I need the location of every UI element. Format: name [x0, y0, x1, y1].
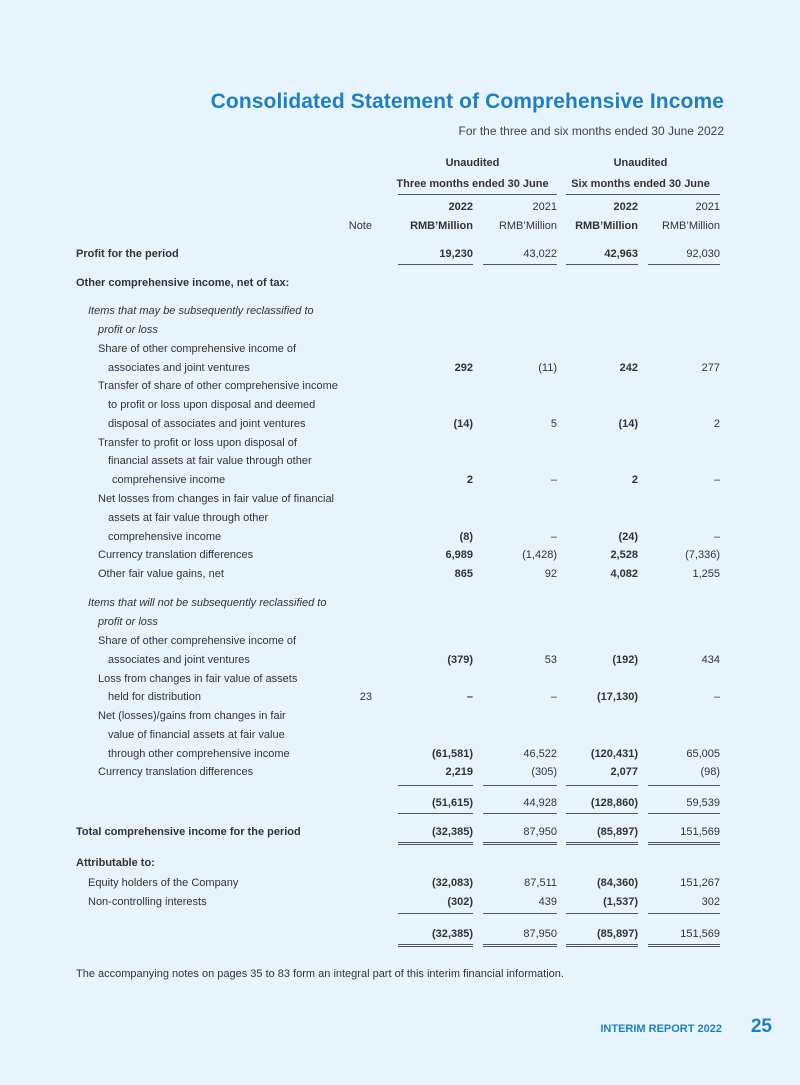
table-row: [0, 896, 800, 914]
table-row: [0, 343, 800, 361]
table-row: [0, 493, 800, 511]
double-rule: [483, 842, 557, 845]
row-label: comprehensive income: [112, 474, 226, 486]
row-label: value of financial assets at fair value: [108, 729, 285, 741]
row-value: 59,539: [686, 797, 720, 809]
unaudited-label-three-months: Unaudited: [445, 157, 500, 169]
row-label: comprehensive income: [108, 531, 222, 543]
row-value: (1,428): [522, 549, 557, 561]
row-label: Other comprehensive income, net of tax:: [76, 277, 290, 289]
row-value: 302: [701, 896, 720, 908]
row-label: Items that will not be subsequently reclassified to: [88, 597, 327, 609]
single-rule: [566, 785, 638, 786]
unit-header-2: RMB’Million: [498, 220, 557, 232]
double-rule: [398, 944, 473, 947]
table-row: [0, 673, 800, 691]
period-three-months: Three months ended 30 June: [396, 178, 549, 190]
row-value: 87,511: [524, 877, 557, 889]
table-row: [0, 512, 800, 530]
unit-header-4: RMB’Million: [661, 220, 720, 232]
table-row: [0, 380, 800, 398]
single-rule: [398, 785, 473, 786]
row-value: (302): [447, 896, 473, 908]
table-row: [0, 362, 800, 380]
row-value: 53: [544, 654, 557, 666]
row-value: 4,082: [610, 568, 638, 580]
single-rule: [398, 264, 473, 265]
row-label: assets at fair value through other: [108, 512, 269, 524]
row-value: (84,360): [597, 877, 638, 889]
statement-period: For the three and six months ended 30 June 2022: [458, 124, 724, 138]
row-label: Net (losses)/gains from changes in fair: [98, 710, 286, 722]
row-value: (14): [453, 418, 473, 430]
row-value: 6,989: [445, 549, 473, 561]
row-value: (305): [531, 766, 557, 778]
row-value: 2: [631, 474, 638, 486]
row-note: 23: [359, 691, 372, 703]
page-title: Consolidated Statement of Comprehensive Income: [210, 90, 724, 113]
row-label: Profit for the period: [76, 248, 179, 260]
row-label: Equity holders of the Company: [88, 877, 239, 889]
row-value: 242: [619, 362, 638, 374]
double-rule: [566, 842, 638, 845]
row-label: profit or loss: [98, 324, 158, 336]
table-row: [0, 277, 800, 295]
row-value: 151,569: [680, 928, 720, 940]
single-rule: [566, 813, 638, 814]
single-rule: [566, 913, 638, 914]
row-value: (379): [447, 654, 473, 666]
single-rule: [483, 813, 557, 814]
row-label: Total comprehensive income for the period: [76, 826, 301, 838]
table-row: [0, 616, 800, 634]
row-label: Net losses from changes in fair value of financial: [98, 493, 335, 505]
row-label: Other fair value gains, net: [98, 568, 224, 580]
table-row: [0, 710, 800, 728]
single-rule: [648, 264, 720, 265]
single-rule: [648, 913, 720, 914]
year-header-1: 2022: [448, 201, 473, 213]
row-label: associates and joint ventures: [108, 362, 250, 374]
row-label: Items that may be subsequently reclassified to: [88, 305, 314, 317]
row-value: 151,569: [680, 826, 720, 838]
row-value: 277: [701, 362, 720, 374]
double-rule: [483, 944, 557, 947]
page-number: 25: [750, 1016, 772, 1037]
year-header-3: 2022: [613, 201, 638, 213]
row-value: (17,130): [597, 691, 638, 703]
row-value: (1,537): [603, 896, 638, 908]
single-rule: [398, 913, 473, 914]
row-value: 46,522: [523, 748, 557, 760]
year-header-4: 2021: [695, 201, 720, 213]
double-rule: [648, 842, 720, 845]
row-label: to profit or loss upon disposal and deemed: [108, 399, 316, 411]
row-value: 42,963: [604, 248, 638, 260]
row-label: disposal of associates and joint ventures: [108, 418, 306, 430]
row-value: –: [713, 531, 720, 543]
row-value: –: [550, 691, 557, 703]
table-row: [0, 635, 800, 653]
row-value: –: [466, 691, 473, 703]
row-label: profit or loss: [98, 616, 158, 628]
row-value: 44,928: [523, 797, 557, 809]
row-value: (51,615): [432, 797, 473, 809]
note-header: Note: [348, 220, 372, 232]
row-value: (128,860): [590, 797, 638, 809]
footnote: The accompanying notes on pages 35 to 83 form an integral part of this interim financial information.: [76, 968, 564, 980]
double-rule: [566, 944, 638, 947]
single-rule: [398, 813, 473, 814]
row-label: Share of other comprehensive income of: [98, 343, 297, 355]
row-value: (32,385): [432, 928, 473, 940]
row-value: 5: [550, 418, 557, 430]
table-row: [0, 729, 800, 747]
row-label: Non-controlling interests: [88, 896, 207, 908]
table-row: [0, 549, 800, 567]
unaudited-label-six-months: Unaudited: [613, 157, 668, 169]
table-row: [0, 691, 800, 709]
row-label: Attributable to:: [76, 857, 155, 869]
unit-header-1: RMB’Million: [410, 220, 473, 232]
row-value: 2: [466, 474, 473, 486]
table-row: [0, 597, 800, 615]
table-row: [0, 857, 800, 875]
table-row: [0, 474, 800, 492]
row-value: –: [550, 474, 557, 486]
table-row: [0, 455, 800, 473]
row-value: 19,230: [439, 248, 473, 260]
single-rule: [648, 785, 720, 786]
row-label: held for distribution: [108, 691, 201, 703]
row-label: Currency translation differences: [98, 766, 254, 778]
row-value: (85,897): [597, 826, 638, 838]
row-value: (85,897): [597, 928, 638, 940]
table-row: [0, 568, 800, 586]
row-value: 2,077: [610, 766, 638, 778]
single-rule: [483, 264, 557, 265]
row-label: Share of other comprehensive income of: [98, 635, 297, 647]
table-row: [0, 877, 800, 895]
row-value: (120,431): [590, 748, 638, 760]
row-value: 2: [713, 418, 720, 430]
unit-header-3: RMB’Million: [575, 220, 638, 232]
row-value: 87,950: [523, 928, 557, 940]
row-value: (14): [618, 418, 638, 430]
table-row: [0, 748, 800, 766]
row-value: 2,528: [610, 549, 638, 561]
row-value: (7,336): [685, 549, 720, 561]
table-row: [0, 418, 800, 436]
row-value: –: [713, 691, 720, 703]
row-value: 43,022: [523, 248, 557, 260]
row-value: 151,267: [680, 877, 720, 889]
table-row: [0, 437, 800, 455]
row-label: Transfer to profit or loss upon disposal of: [98, 437, 297, 449]
row-value: (11): [538, 362, 557, 374]
row-value: (24): [618, 531, 638, 543]
row-value: 434: [701, 654, 720, 666]
row-value: 87,950: [523, 826, 557, 838]
row-value: 1,255: [692, 568, 720, 580]
row-label: financial assets at fair value through other: [108, 455, 312, 467]
row-value: 865: [454, 568, 473, 580]
table-row: [0, 766, 800, 784]
row-label: Transfer of share of other comprehensive income: [98, 380, 338, 392]
year-header-2: 2021: [532, 201, 557, 213]
row-value: 92: [544, 568, 557, 580]
footer-report-label: INTERIM REPORT 2022: [600, 1023, 722, 1035]
period-six-months: Six months ended 30 June: [571, 178, 710, 190]
table-row: [0, 654, 800, 672]
row-value: (8): [459, 531, 473, 543]
single-rule: [566, 264, 638, 265]
row-value: (98): [700, 766, 720, 778]
row-value: (32,083): [432, 877, 473, 889]
table-row: [0, 399, 800, 417]
row-value: 65,005: [686, 748, 720, 760]
table-row: [0, 305, 800, 323]
single-rule: [648, 813, 720, 814]
row-value: 439: [538, 896, 557, 908]
row-label: associates and joint ventures: [108, 654, 250, 666]
row-label: Loss from changes in fair value of assets: [98, 673, 298, 685]
single-rule: [483, 913, 557, 914]
table-row: [0, 324, 800, 342]
row-value: –: [713, 474, 720, 486]
row-value: 2,219: [445, 766, 473, 778]
row-label: Currency translation differences: [98, 549, 254, 561]
double-rule: [398, 842, 473, 845]
single-rule: [483, 785, 557, 786]
row-value: (32,385): [432, 826, 473, 838]
table-row: [0, 531, 800, 549]
row-value: 92,030: [686, 248, 720, 260]
row-value: (61,581): [432, 748, 473, 760]
row-value: 292: [454, 362, 473, 374]
row-label: through other comprehensive income: [108, 748, 290, 760]
row-value: –: [550, 531, 557, 543]
double-rule: [648, 944, 720, 947]
row-value: (192): [612, 654, 638, 666]
